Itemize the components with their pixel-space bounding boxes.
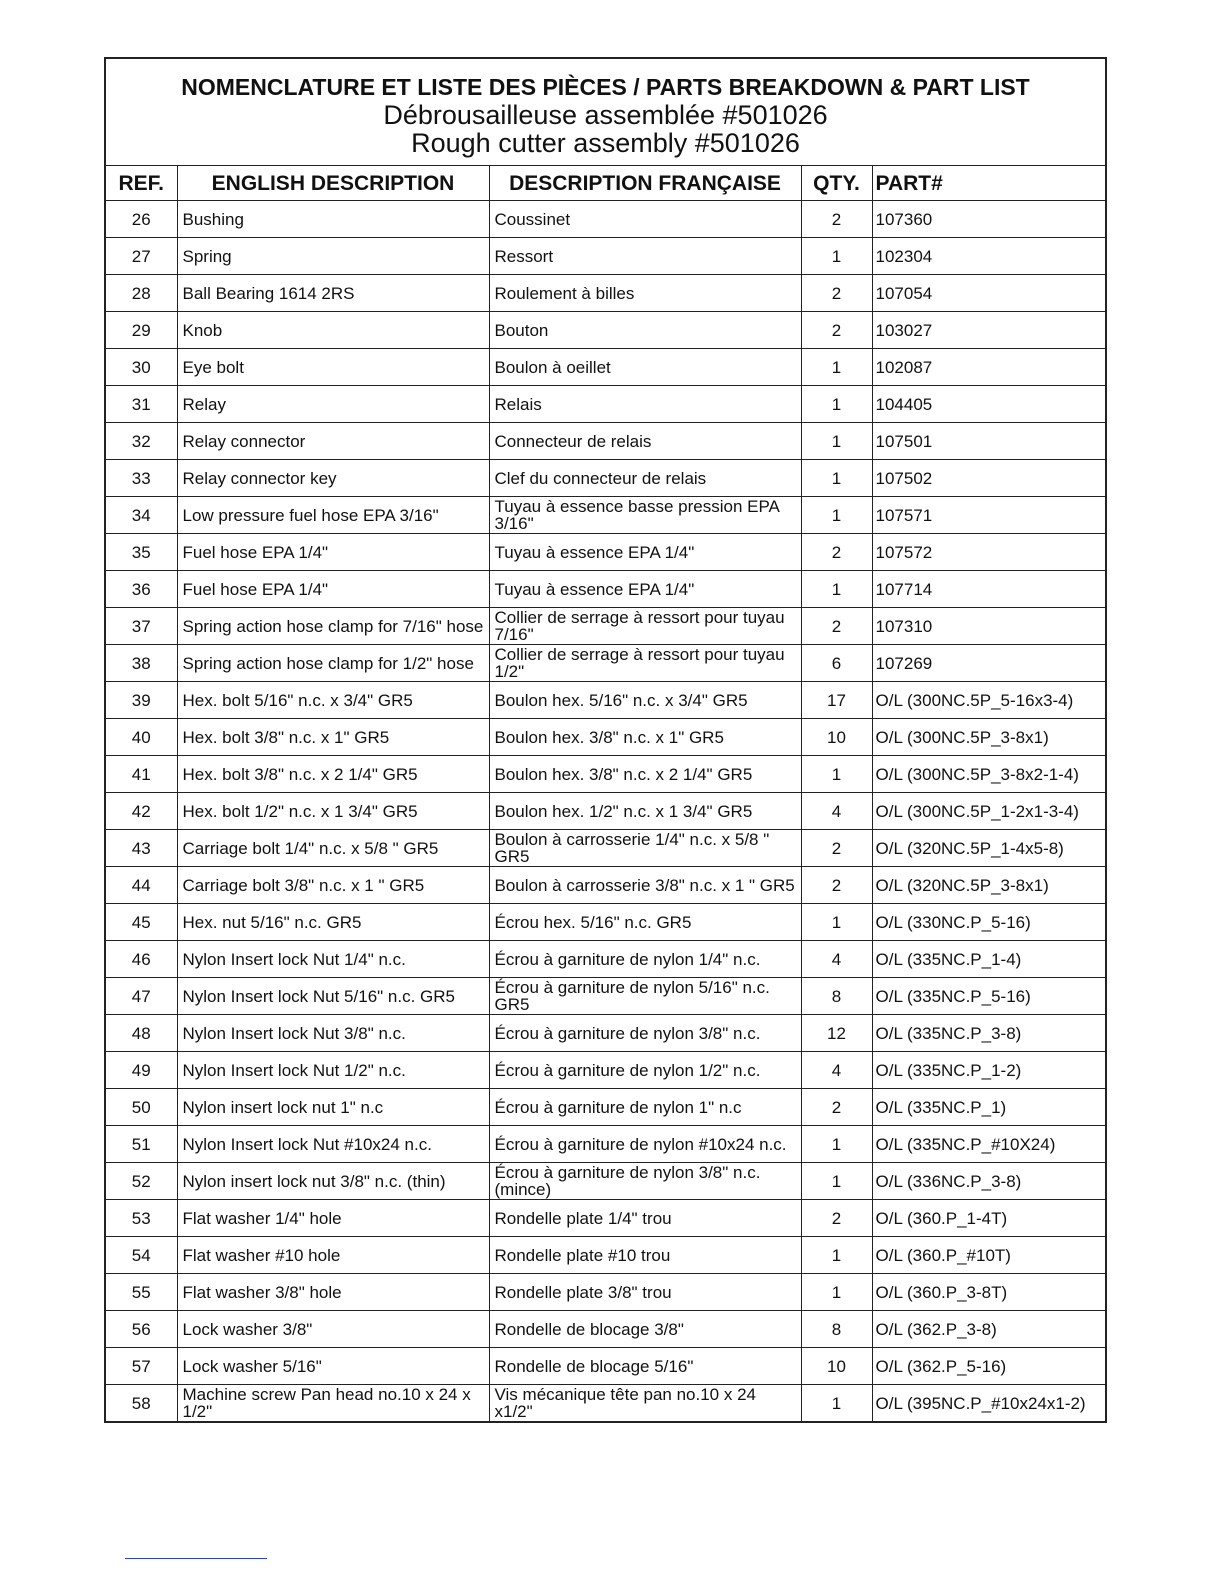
- part-number-cell: 107310: [872, 608, 1105, 645]
- ref-cell: 36: [106, 571, 177, 608]
- part-number-cell: O/L (336NC.P_3-8): [872, 1163, 1105, 1200]
- part-number-cell: 107269: [872, 645, 1105, 682]
- ref-cell: 41: [106, 756, 177, 793]
- french-description-cell: Rondelle de blocage 5/16": [489, 1348, 801, 1385]
- ref-cell: 33: [106, 460, 177, 497]
- table-row: [106, 1163, 1105, 1200]
- french-description-cell: Collier de serrage à ressort pour tuyau 1/2": [489, 645, 801, 682]
- qty-cell: 1: [801, 1163, 872, 1200]
- english-description-cell: Hex. bolt 3/8" n.c. x 1" GR5: [177, 719, 489, 756]
- english-description-cell: Spring: [177, 238, 489, 275]
- table-row: [106, 608, 1105, 645]
- qty-cell: 2: [801, 534, 872, 571]
- ref-cell: 30: [106, 349, 177, 386]
- qty-cell: 1: [801, 238, 872, 275]
- ref-cell: 54: [106, 1237, 177, 1274]
- subtitle-french: Débrousailleuse assemblée #501026: [383, 100, 828, 130]
- english-description-cell: Fuel hose EPA 1/4": [177, 534, 489, 571]
- part-number-cell: 107714: [872, 571, 1105, 608]
- french-description-cell: Clef du connecteur de relais: [489, 460, 801, 497]
- qty-cell: 1: [801, 1126, 872, 1163]
- english-description-cell: Hex. bolt 1/2" n.c. x 1 3/4" GR5: [177, 793, 489, 830]
- table-row: [106, 830, 1105, 867]
- qty-cell: 2: [801, 201, 872, 238]
- qty-cell: 17: [801, 682, 872, 719]
- qty-cell: 2: [801, 312, 872, 349]
- part-number-cell: O/L (335NC.P_3-8): [872, 1015, 1105, 1052]
- table-row: [106, 719, 1105, 756]
- qty-cell: 1: [801, 460, 872, 497]
- qty-cell: 4: [801, 1052, 872, 1089]
- french-description-cell: Écrou hex. 5/16" n.c. GR5: [489, 904, 801, 941]
- part-number-cell: 107501: [872, 423, 1105, 460]
- qty-cell: 1: [801, 1237, 872, 1274]
- part-number-cell: 107502: [872, 460, 1105, 497]
- french-description-cell: Écrou à garniture de nylon 3/8" n.c. (mince): [489, 1163, 801, 1200]
- ref-cell: 43: [106, 830, 177, 867]
- table-row: [106, 312, 1105, 349]
- french-description-cell: Rondelle plate #10 trou: [489, 1237, 801, 1274]
- english-description-cell: Lock washer 5/16": [177, 1348, 489, 1385]
- qty-cell: 2: [801, 830, 872, 867]
- ref-cell: 29: [106, 312, 177, 349]
- part-number-cell: 107360: [872, 201, 1105, 238]
- qty-cell: 12: [801, 1015, 872, 1052]
- english-description-cell: Knob: [177, 312, 489, 349]
- qty-cell: 1: [801, 497, 872, 534]
- footer-link-underline: [125, 1558, 267, 1559]
- parts-table: [106, 166, 1105, 1421]
- english-description-cell: Nylon Insert lock Nut 3/8" n.c.: [177, 1015, 489, 1052]
- table-row: [106, 1385, 1105, 1422]
- part-number-cell: O/L (335NC.P_1-2): [872, 1052, 1105, 1089]
- english-description-cell: Hex. bolt 3/8" n.c. x 2 1/4" GR5: [177, 756, 489, 793]
- part-number-cell: 103027: [872, 312, 1105, 349]
- part-number-cell: O/L (300NC.5P_5-16x3-4): [872, 682, 1105, 719]
- part-number-cell: O/L (362.P_3-8): [872, 1311, 1105, 1348]
- ref-cell: 37: [106, 608, 177, 645]
- french-description-cell: Écrou à garniture de nylon 1/2" n.c.: [489, 1052, 801, 1089]
- part-number-cell: 107572: [872, 534, 1105, 571]
- col-header-part: PART#: [872, 166, 1105, 201]
- qty-cell: 8: [801, 978, 872, 1015]
- table-row: [106, 1015, 1105, 1052]
- part-number-cell: O/L (335NC.P_1): [872, 1089, 1105, 1126]
- english-description-cell: Carriage bolt 3/8" n.c. x 1 " GR5: [177, 867, 489, 904]
- english-description-cell: Carriage bolt 1/4" n.c. x 5/8 " GR5: [177, 830, 489, 867]
- english-description-cell: Flat washer 1/4" hole: [177, 1200, 489, 1237]
- qty-cell: 2: [801, 867, 872, 904]
- english-description-cell: Machine screw Pan head no.10 x 24 x 1/2": [177, 1385, 489, 1422]
- ref-cell: 48: [106, 1015, 177, 1052]
- french-description-cell: Ressort: [489, 238, 801, 275]
- part-number-cell: 102304: [872, 238, 1105, 275]
- qty-cell: 6: [801, 645, 872, 682]
- french-description-cell: Collier de serrage à ressort pour tuyau 7/16": [489, 608, 801, 645]
- title-band: [106, 59, 1105, 166]
- french-description-cell: Écrou à garniture de nylon 1" n.c: [489, 1089, 801, 1126]
- qty-cell: 1: [801, 756, 872, 793]
- french-description-cell: Vis mécanique tête pan no.10 x 24 x1/2": [489, 1385, 801, 1422]
- ref-cell: 51: [106, 1126, 177, 1163]
- table-header-row: [106, 166, 1105, 201]
- part-number-cell: O/L (335NC.P_#10X24): [872, 1126, 1105, 1163]
- ref-cell: 35: [106, 534, 177, 571]
- table-row: [106, 571, 1105, 608]
- ref-cell: 46: [106, 941, 177, 978]
- ref-cell: 34: [106, 497, 177, 534]
- table-row: [106, 1311, 1105, 1348]
- french-description-cell: Boulon hex. 1/2" n.c. x 1 3/4" GR5: [489, 793, 801, 830]
- french-description-cell: Tuyau à essence EPA 1/4": [489, 571, 801, 608]
- ref-cell: 42: [106, 793, 177, 830]
- part-number-cell: O/L (300NC.5P_3-8x2-1-4): [872, 756, 1105, 793]
- table-row: [106, 645, 1105, 682]
- english-description-cell: Nylon Insert lock Nut 1/2" n.c.: [177, 1052, 489, 1089]
- french-description-cell: Rondelle plate 3/8" trou: [489, 1274, 801, 1311]
- ref-cell: 32: [106, 423, 177, 460]
- qty-cell: 4: [801, 793, 872, 830]
- qty-cell: 2: [801, 1200, 872, 1237]
- part-number-cell: O/L (360.P_3-8T): [872, 1274, 1105, 1311]
- english-description-cell: Nylon Insert lock Nut 5/16" n.c. GR5: [177, 978, 489, 1015]
- table-row: [106, 1274, 1105, 1311]
- table-row: [106, 386, 1105, 423]
- table-row: [106, 904, 1105, 941]
- french-description-cell: Bouton: [489, 312, 801, 349]
- qty-cell: 1: [801, 349, 872, 386]
- parts-list-sheet: [104, 57, 1107, 1423]
- part-number-cell: O/L (395NC.P_#10x24x1-2): [872, 1385, 1105, 1422]
- ref-cell: 38: [106, 645, 177, 682]
- ref-cell: 45: [106, 904, 177, 941]
- table-row: [106, 867, 1105, 904]
- table-row: [106, 1348, 1105, 1385]
- table-row: [106, 1237, 1105, 1274]
- english-description-cell: Spring action hose clamp for 7/16" hose: [177, 608, 489, 645]
- qty-cell: 10: [801, 719, 872, 756]
- french-description-cell: Rondelle plate 1/4" trou: [489, 1200, 801, 1237]
- ref-cell: 40: [106, 719, 177, 756]
- french-description-cell: Relais: [489, 386, 801, 423]
- ref-cell: 49: [106, 1052, 177, 1089]
- qty-cell: 1: [801, 386, 872, 423]
- ref-cell: 47: [106, 978, 177, 1015]
- table-row: [106, 201, 1105, 238]
- french-description-cell: Boulon hex. 3/8" n.c. x 1" GR5: [489, 719, 801, 756]
- english-description-cell: Low pressure fuel hose EPA 3/16": [177, 497, 489, 534]
- english-description-cell: Nylon Insert lock Nut 1/4" n.c.: [177, 941, 489, 978]
- table-row: [106, 423, 1105, 460]
- table-row: [106, 1089, 1105, 1126]
- part-number-cell: 107571: [872, 497, 1105, 534]
- table-row: [106, 534, 1105, 571]
- english-description-cell: Flat washer #10 hole: [177, 1237, 489, 1274]
- table-row: [106, 941, 1105, 978]
- table-row: [106, 275, 1105, 312]
- part-number-cell: O/L (300NC.5P_1-2x1-3-4): [872, 793, 1105, 830]
- qty-cell: 4: [801, 941, 872, 978]
- table-row: [106, 460, 1105, 497]
- french-description-cell: Boulon à carrosserie 3/8" n.c. x 1 " GR5: [489, 867, 801, 904]
- french-description-cell: Coussinet: [489, 201, 801, 238]
- french-description-cell: Connecteur de relais: [489, 423, 801, 460]
- ref-cell: 55: [106, 1274, 177, 1311]
- table-row: [106, 349, 1105, 386]
- ref-cell: 58: [106, 1385, 177, 1422]
- french-description-cell: Rondelle de blocage 3/8": [489, 1311, 801, 1348]
- french-description-cell: Écrou à garniture de nylon #10x24 n.c.: [489, 1126, 801, 1163]
- part-number-cell: 104405: [872, 386, 1105, 423]
- ref-cell: 57: [106, 1348, 177, 1385]
- french-description-cell: Boulon à oeillet: [489, 349, 801, 386]
- english-description-cell: Ball Bearing 1614 2RS: [177, 275, 489, 312]
- table-row: [106, 682, 1105, 719]
- table-row: [106, 1052, 1105, 1089]
- french-description-cell: Tuyau à essence basse pression EPA 3/16": [489, 497, 801, 534]
- col-header-qty: QTY.: [801, 166, 872, 201]
- qty-cell: 8: [801, 1311, 872, 1348]
- part-number-cell: 102087: [872, 349, 1105, 386]
- part-number-cell: 107054: [872, 275, 1105, 312]
- french-description-cell: Écrou à garniture de nylon 3/8" n.c.: [489, 1015, 801, 1052]
- ref-cell: 44: [106, 867, 177, 904]
- table-row: [106, 793, 1105, 830]
- table-row: [106, 238, 1105, 275]
- part-number-cell: O/L (320NC.5P_3-8x1): [872, 867, 1105, 904]
- document-title: NOMENCLATURE ET LISTE DES PIÈCES / PARTS BREAKDOWN & PART LIST: [181, 74, 1030, 100]
- part-number-cell: O/L (330NC.P_5-16): [872, 904, 1105, 941]
- english-description-cell: Hex. nut 5/16" n.c. GR5: [177, 904, 489, 941]
- qty-cell: 2: [801, 608, 872, 645]
- ref-cell: 56: [106, 1311, 177, 1348]
- qty-cell: 1: [801, 423, 872, 460]
- english-description-cell: Bushing: [177, 201, 489, 238]
- table-row: [106, 1200, 1105, 1237]
- english-description-cell: Relay connector: [177, 423, 489, 460]
- ref-cell: 27: [106, 238, 177, 275]
- col-header-ref: REF.: [106, 166, 177, 201]
- english-description-cell: Nylon Insert lock Nut #10x24 n.c.: [177, 1126, 489, 1163]
- table-row: [106, 978, 1105, 1015]
- ref-cell: 39: [106, 682, 177, 719]
- french-description-cell: Tuyau à essence EPA 1/4": [489, 534, 801, 571]
- part-number-cell: O/L (335NC.P_1-4): [872, 941, 1105, 978]
- ref-cell: 31: [106, 386, 177, 423]
- col-header-english: ENGLISH DESCRIPTION: [177, 166, 489, 201]
- french-description-cell: Boulon hex. 3/8" n.c. x 2 1/4" GR5: [489, 756, 801, 793]
- subtitle-english: Rough cutter assembly #501026: [411, 128, 800, 158]
- qty-cell: 1: [801, 571, 872, 608]
- french-description-cell: Boulon hex. 5/16" n.c. x 3/4" GR5: [489, 682, 801, 719]
- english-description-cell: Relay connector key: [177, 460, 489, 497]
- english-description-cell: Spring action hose clamp for 1/2" hose: [177, 645, 489, 682]
- part-number-cell: O/L (360.P_1-4T): [872, 1200, 1105, 1237]
- ref-cell: 53: [106, 1200, 177, 1237]
- english-description-cell: Flat washer 3/8" hole: [177, 1274, 489, 1311]
- french-description-cell: Boulon à carrosserie 1/4" n.c. x 5/8 " GR5: [489, 830, 801, 867]
- part-number-cell: O/L (320NC.5P_1-4x5-8): [872, 830, 1105, 867]
- part-number-cell: O/L (300NC.5P_3-8x1): [872, 719, 1105, 756]
- table-row: [106, 1126, 1105, 1163]
- part-number-cell: O/L (335NC.P_5-16): [872, 978, 1105, 1015]
- english-description-cell: Nylon insert lock nut 3/8" n.c. (thin): [177, 1163, 489, 1200]
- english-description-cell: Hex. bolt 5/16" n.c. x 3/4" GR5: [177, 682, 489, 719]
- ref-cell: 50: [106, 1089, 177, 1126]
- qty-cell: 1: [801, 1274, 872, 1311]
- english-description-cell: Relay: [177, 386, 489, 423]
- qty-cell: 1: [801, 1385, 872, 1422]
- french-description-cell: Roulement à billes: [489, 275, 801, 312]
- table-row: [106, 756, 1105, 793]
- english-description-cell: Nylon insert lock nut 1" n.c: [177, 1089, 489, 1126]
- part-number-cell: O/L (362.P_5-16): [872, 1348, 1105, 1385]
- qty-cell: 2: [801, 275, 872, 312]
- qty-cell: 2: [801, 1089, 872, 1126]
- qty-cell: 1: [801, 904, 872, 941]
- ref-cell: 28: [106, 275, 177, 312]
- part-number-cell: O/L (360.P_#10T): [872, 1237, 1105, 1274]
- french-description-cell: Écrou à garniture de nylon 1/4" n.c.: [489, 941, 801, 978]
- table-row: [106, 497, 1105, 534]
- ref-cell: 26: [106, 201, 177, 238]
- french-description-cell: Écrou à garniture de nylon 5/16" n.c. GR5: [489, 978, 801, 1015]
- col-header-french: DESCRIPTION FRANÇAISE: [489, 166, 801, 201]
- english-description-cell: Lock washer 3/8": [177, 1311, 489, 1348]
- qty-cell: 10: [801, 1348, 872, 1385]
- english-description-cell: Fuel hose EPA 1/4": [177, 571, 489, 608]
- ref-cell: 52: [106, 1163, 177, 1200]
- english-description-cell: Eye bolt: [177, 349, 489, 386]
